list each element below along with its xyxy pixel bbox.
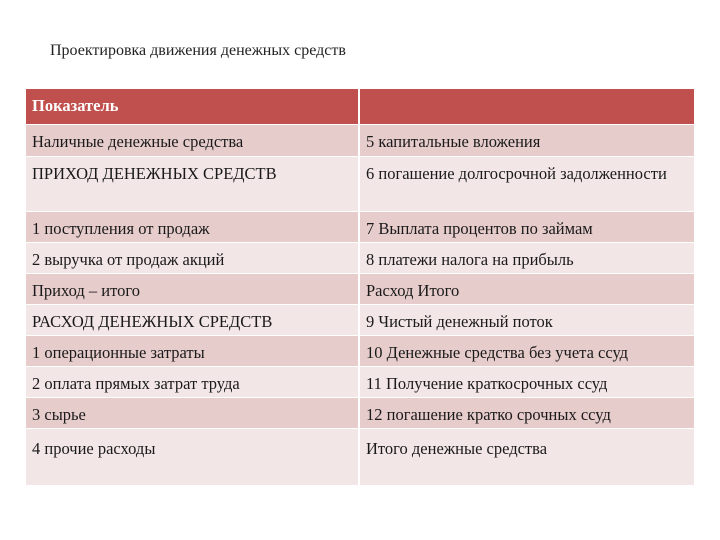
table-cell: 11 Получение краткосрочных ссуд [359,366,694,397]
table-cell: 5 капитальные вложения [359,124,694,156]
table-cell: 8 платежи налога на прибыль [359,242,694,273]
table-cell: ПРИХОД ДЕНЕЖНЫХ СРЕДСТВ [26,156,359,211]
table-row [26,397,694,428]
table-row [26,124,694,156]
table-header-row [26,89,694,124]
table-row [26,428,694,485]
table-cell: 10 Денежные средства без учета ссуд [359,335,694,366]
page-title: Проектировка движения денежных средств [50,42,346,59]
table-row [26,211,694,242]
table-cell: 9 Чистый денежный поток [359,304,694,335]
table-row [26,273,694,304]
table-cell: Расход Итого [359,273,694,304]
table-cell: 2 оплата прямых затрат труда [26,366,359,397]
table-row [26,156,694,211]
table-cell: 2 выручка от продаж акций [26,242,359,273]
table-cell: РАСХОД ДЕНЕЖНЫХ СРЕДСТВ [26,304,359,335]
header-cell-indicator: Показатель [26,89,359,124]
header-cell-empty [359,89,694,124]
table-cell: Наличные денежные средства [26,124,359,156]
table-row [26,366,694,397]
table-cell: 1 операционные затраты [26,335,359,366]
table-cell: 4 прочие расходы [26,428,359,485]
cash-flow-table [26,89,694,486]
table-row [26,335,694,366]
table-cell: 3 сырье [26,397,359,428]
table-row [26,242,694,273]
table-cell: 12 погашение кратко срочных ссуд [359,397,694,428]
table-cell: 7 Выплата процентов по займам [359,211,694,242]
table-cell: Приход – итого [26,273,359,304]
table-cell: 1 поступления от продаж [26,211,359,242]
table-cell: Итого денежные средства [359,428,694,485]
table-cell: 6 погашение долгосрочной задолженности [359,156,694,211]
table-row [26,304,694,335]
